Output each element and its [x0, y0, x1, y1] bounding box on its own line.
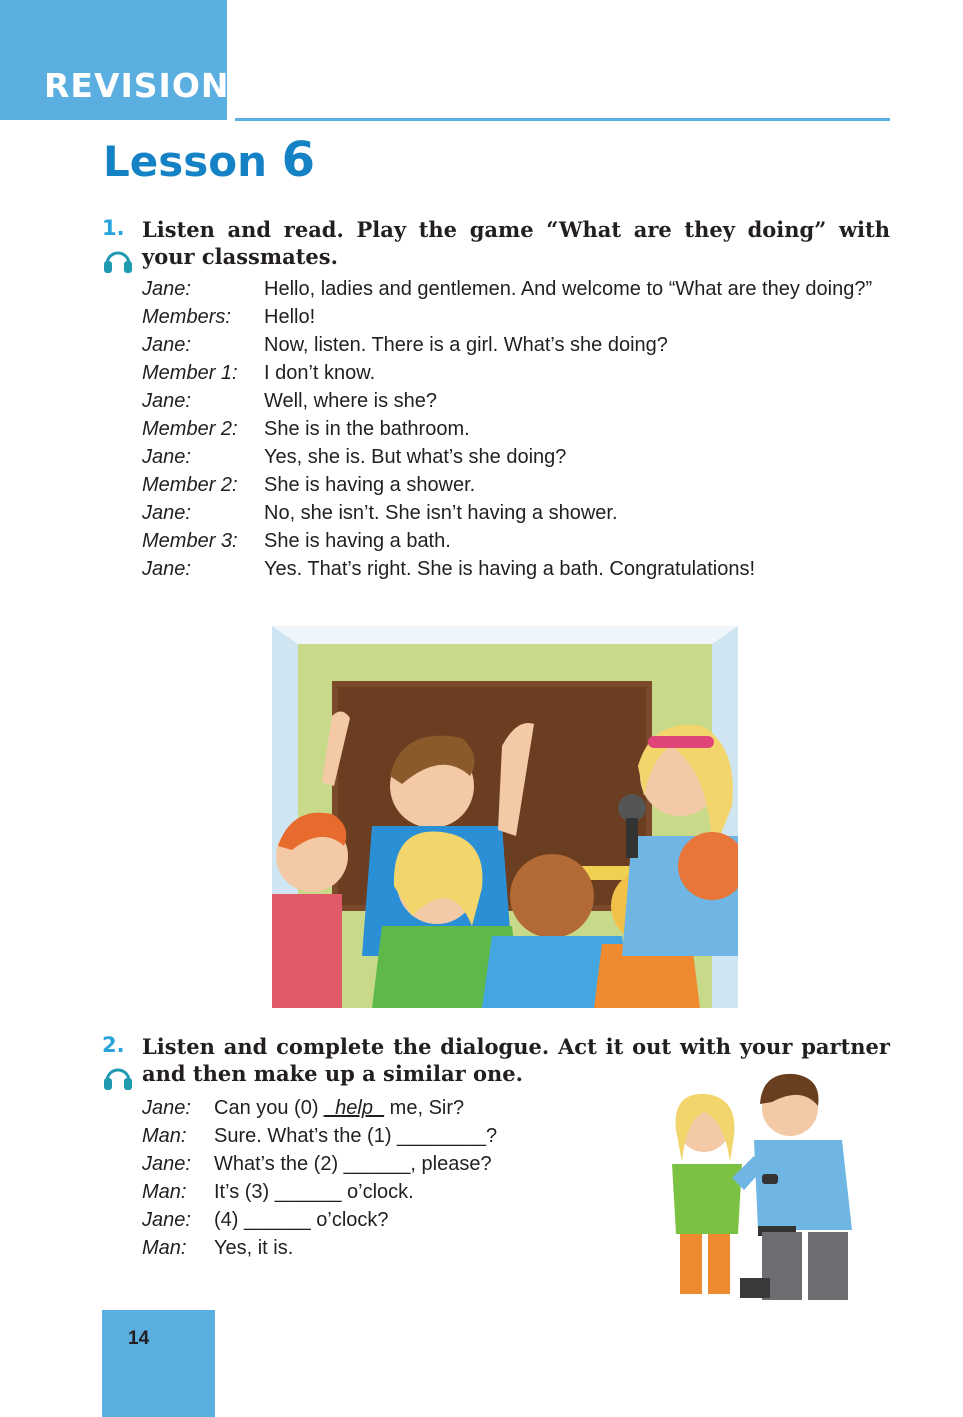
dialogue-line	[142, 275, 890, 303]
speaker: Man:	[142, 1125, 187, 1147]
example-answer: _help_	[324, 1097, 385, 1119]
speaker: Member 2:	[142, 418, 238, 440]
utterance: Now, listen. There is a girl. What’s she doing?	[264, 334, 668, 356]
utterance: Yes. That’s right. She is having a bath. Congratulations!	[264, 558, 756, 580]
lesson-title	[103, 132, 315, 188]
dialogue-line	[142, 555, 890, 583]
speaker: Member 2:	[142, 474, 238, 496]
speaker: Jane:	[142, 390, 191, 412]
speaker: Jane:	[142, 502, 191, 524]
utterance: I don’t know.	[264, 362, 376, 384]
classroom-game-illustration	[272, 626, 738, 1008]
dialogue-line	[142, 359, 890, 387]
utterance: Hello, ladies and gentlemen. And welcome to “What are they doing?”	[264, 278, 873, 300]
utterance-after: me, Sir?	[384, 1097, 465, 1119]
dialogue-line	[142, 1122, 634, 1150]
page-number-box	[102, 1310, 215, 1417]
dialogue-line	[142, 443, 890, 471]
headphones-icon	[103, 246, 133, 274]
utterance: Yes, it is.	[214, 1237, 294, 1259]
dialogue-line	[142, 471, 890, 499]
utterance: What’s the (2) ______, please?	[214, 1153, 492, 1175]
speaker: Member 3:	[142, 530, 238, 552]
dialogue-line	[142, 1234, 634, 1262]
utterance: It’s (3) ______ o’clock.	[214, 1181, 414, 1203]
speaker: Members:	[142, 306, 231, 328]
utterance: No, she isn’t. She isn’t having a shower.	[264, 502, 618, 524]
speaker: Jane:	[142, 1209, 191, 1231]
dialogue-line	[142, 1150, 634, 1178]
dialogue-line	[142, 331, 890, 359]
exercise-1-instruction: Listen and read. Play the game “What are they doing” with your classmates.	[142, 217, 890, 269]
utterance: Hello!	[264, 306, 316, 328]
dialogue-line	[142, 1206, 634, 1234]
exercise-2-number: 2.	[102, 1033, 125, 1057]
girl-and-man-illustration	[662, 1066, 868, 1300]
lesson-word: Lesson	[103, 137, 268, 186]
utterance	[214, 1094, 634, 1122]
speaker: Jane:	[142, 1153, 191, 1175]
utterance: She is having a shower.	[264, 474, 476, 496]
lesson-number: 6	[281, 132, 316, 188]
utterance: Sure. What’s the (1) ________?	[214, 1125, 498, 1147]
speaker: Man:	[142, 1181, 187, 1203]
speaker: Jane:	[142, 446, 191, 468]
speaker: Jane:	[142, 558, 191, 580]
speaker: Jane:	[142, 334, 191, 356]
page-number: 14	[128, 1328, 150, 1349]
speaker: Man:	[142, 1237, 187, 1259]
utterance: She is having a bath.	[264, 530, 451, 552]
exercise-2-dialogue	[142, 1094, 634, 1262]
exercise-1-dialogue	[142, 275, 890, 583]
speaker: Jane:	[142, 1097, 191, 1119]
dialogue-line	[142, 1094, 634, 1122]
exercise-2-instruction: Listen and complete the dialogue. Act it out with your partner and then make up a similar one.	[142, 1034, 890, 1086]
utterance: She is in the bathroom.	[264, 418, 470, 440]
header-rule	[235, 118, 890, 121]
dialogue-line	[142, 527, 890, 555]
utterance-before: Can you (0)	[214, 1097, 325, 1119]
utterance: Well, where is she?	[264, 390, 438, 412]
dialogue-line	[142, 303, 890, 331]
dialogue-line	[142, 415, 890, 443]
speaker: Member 1:	[142, 362, 238, 384]
exercise-1-number: 1.	[102, 216, 125, 240]
dialogue-line	[142, 499, 890, 527]
utterance: Yes, she is. But what’s she doing?	[264, 446, 567, 468]
headphones-icon	[103, 1063, 133, 1091]
speaker: Jane:	[142, 278, 191, 300]
utterance: (4) ______ o’clock?	[214, 1209, 389, 1231]
dialogue-line	[142, 1178, 634, 1206]
dialogue-line	[142, 387, 890, 415]
section-label: REVISION	[44, 66, 230, 105]
